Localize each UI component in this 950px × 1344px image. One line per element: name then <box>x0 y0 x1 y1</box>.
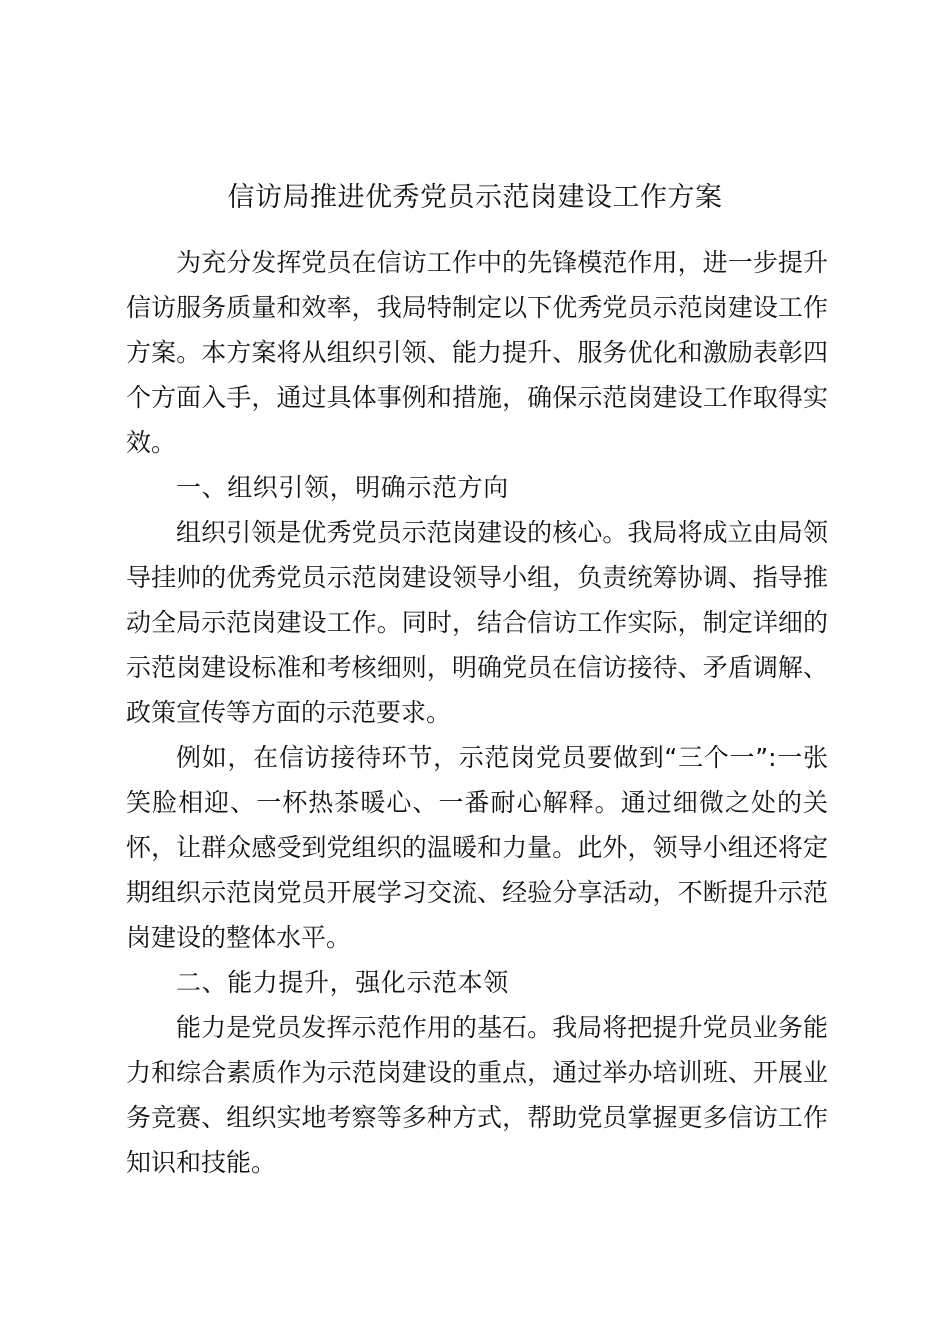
paragraph-example: 例如，在信访接待环节，示范岗党员要做到“三个一”:一张笑脸相迎、一杯热茶暖心、一番耐心解释。通过细微之处的关怀，让群众感受到党组织的温暖和力量。此外，领导小组还将定期组织示范岗党员开展学习交流、经验分享活动，不断提升示范岗建设的整体水平。 <box>126 743 828 952</box>
paragraph-section-2: 能力是党员发挥示范作用的基石。我局将把提升党员业务能力和综合素质作为示范岗建设的重点，通过举办培训班、开展业务竞赛、组织实地考察等多种方式，帮助党员掌握更多信访工作知识和技能。 <box>126 1013 828 1177</box>
section-heading-2: 二、能力提升，强化示范本领 <box>176 968 509 997</box>
document-title: 信访局推进优秀党员示范岗建设工作方案 <box>227 182 723 213</box>
paragraph-section-1: 组织引领是优秀党员示范岗建设的核心。我局将成立由局领导挂帅的优秀党员示范岗建设领导小组，负责统筹协调、指导推动全局示范岗建设工作。同时，结合信访工作实际，制定详细的示范岗建设标准和考核细则，明确党员在信访接待、矛盾调解、政策宣传等方面的示范要求。 <box>126 518 828 727</box>
section-heading-1: 一、组织引领，明确示范方向 <box>176 473 509 502</box>
document-body <box>126 240 828 1185</box>
paragraph-intro: 为充分发挥党员在信访工作中的先锋模范作用，进一步提升信访服务质量和效率，我局特制定以下优秀党员示范岗建设工作方案。本方案将从组织引领、能力提升、服务优化和激励表彰四个方面入手，通过具体事例和措施，确保示范岗建设工作取得实效。 <box>126 248 828 457</box>
